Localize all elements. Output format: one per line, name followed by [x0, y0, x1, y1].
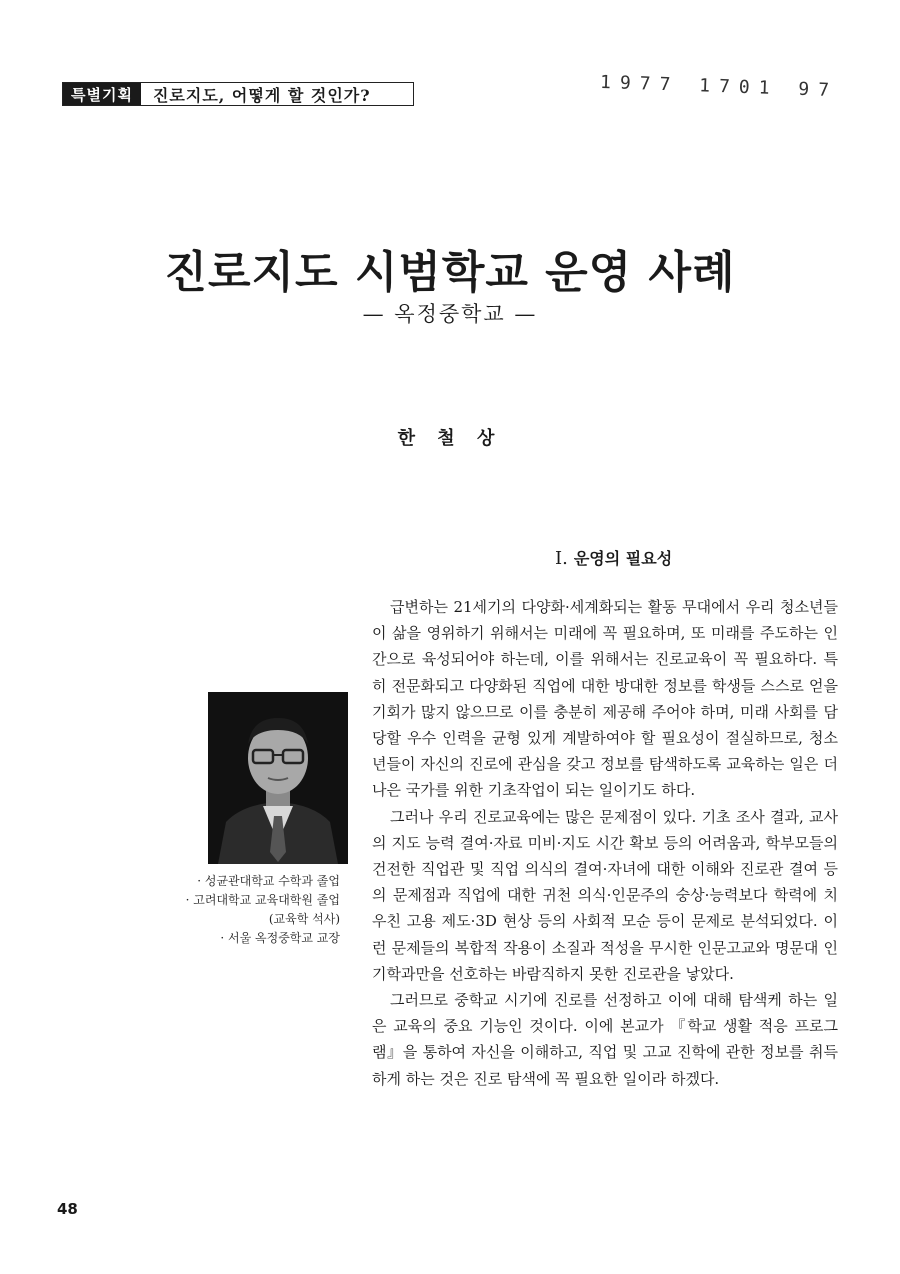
bio-line: · 고려대학교 교육대학원 졸업: [185, 893, 340, 907]
special-feature-tag: 특별기획: [63, 83, 141, 105]
bio-line: · 서울 옥정중학교 교장: [220, 931, 340, 945]
section-heading: [555, 546, 672, 569]
section-title: 운영의 필요성: [573, 549, 673, 568]
article-body: [372, 594, 838, 1092]
author-photo: [208, 692, 348, 864]
bio-line: · 성균관대학교 수학과 졸업: [197, 874, 340, 888]
article-subtitle: — 옥정중학교 —: [362, 302, 538, 326]
author-bio: [160, 872, 340, 948]
paragraph: 그러므로 중학교 시기에 진로를 선정하고 이에 대해 탐색케 하는 일은 교육의 중요 기능인 것이다. 이에 본교가 『학교 생활 적응 프로그램』을 통하여 자신을 이해하고, 직업 및 고교 진학에 관한 정보를 취득하게 하는 것은 진로 탐색에 꼭 필요한 일이라 하겠다.: [372, 991, 838, 1088]
paragraph: 급변하는 21세기의 다양화·세계화되는 활동 무대에서 우리 청소년들이 삶을 영위하기 위해서는 미래에 꼭 필요하며, 또 미래를 주도하는 인간으로 육성되어야 하는데, 이를 위해서는 진로교육이 꼭 필요하다. 특히 전문화되고 다양화된 직업에 대한 방대한 정보를 학생들 스스로 얻을 기회가 많지 않으므로 이를 충분히 제공해 주어야 하며, 미래 사회를 담당할 우수 인력을 균형 있게 계발하여야 할 필요성이 절실하므로, 청소년들이 자신의 진로에 관심을 갖고 정보를 탐색하도록 교육하는 일은 더 나은 국가를 위한 기초작업이 되는 일이기도 하다.: [372, 598, 838, 800]
archive-stamp: 1977 1701 97: [599, 71, 839, 102]
series-title: 진로지도, 어떻게 할 것인가?: [152, 85, 371, 105]
series-header: [62, 82, 414, 106]
portrait-image: [208, 692, 348, 864]
author-name: 한 철 상: [397, 428, 503, 449]
paragraph: 그러나 우리 진로교육에는 많은 문제점이 있다. 기초 조사 결과, 교사의 지도 능력 결여·자료 미비·지도 시간 확보 등의 어려움과, 학부모들의 건전한 직업관 및 직업 의식의 결여·자녀에 대한 이해와 진로관 결여 등의 문제점과 직업에 대한 귀천 의식·인문주의 숭상·능력보다 학력에 치우친 고용 제도·3D 현상 등의 사회적 모순 등이 문제로 분석되었다. 이런 문제들의 복합적 작용이 소질과 적성을 무시한 인문고교와 명문대 인기학과만을 선호하는 바람직하지 못한 진로관을 낳았다.: [372, 807, 838, 983]
article-title: 진로지도 시범학교 운영 사례: [164, 247, 736, 298]
page-number: 48: [57, 1200, 78, 1218]
section-number: Ⅰ.: [555, 548, 568, 569]
bio-line: (교육학 석사): [268, 912, 340, 926]
